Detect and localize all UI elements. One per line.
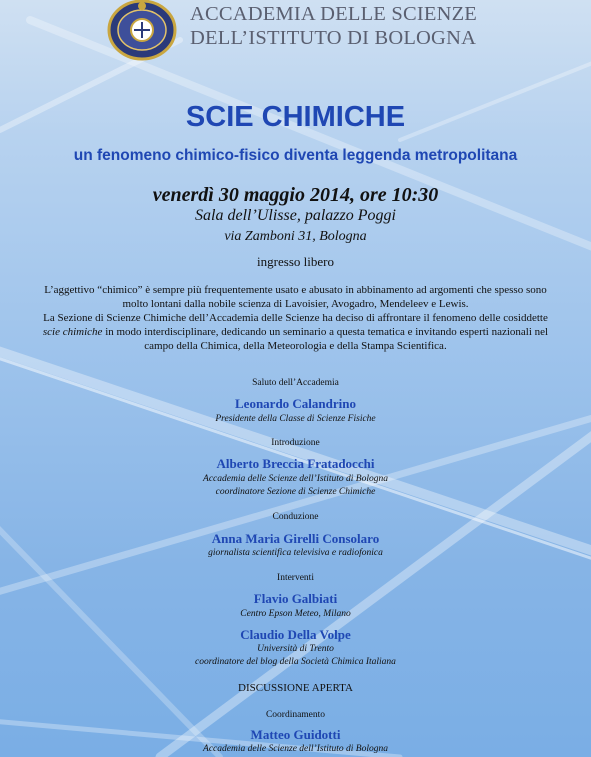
speaker-role: Centro Epson Meteo, Milano <box>240 609 351 619</box>
intro-text <box>38 283 553 353</box>
intro-p2-start: La Sezione di Scienze Chimiche dell’Accademia delle Scienze ha deciso di affrontare il fenomeno delle cosiddette <box>43 312 548 324</box>
academy-name-line2: DELL’ISTITUTO DI BOLOGNA <box>190 27 477 49</box>
academy-seal-icon <box>106 0 178 62</box>
speaker-name: Matteo Guidotti <box>250 727 341 742</box>
intro-paragraph-1: L’aggettivo “chimico” è sempre più frequentemente usato e abusato in abbinamento ad argomenti che spesso sono molto lontani dalla nobile scienza di Lavoisier, Avogadro, Mendeleev e Lewis. <box>44 284 547 310</box>
speaker-role: coordinatore del blog della Società Chimica Italiana <box>195 657 396 667</box>
intro-paragraph-2 <box>38 311 553 353</box>
event-place: Sala dell’Ulisse, palazzo Poggi <box>195 207 396 224</box>
intro-p2-emphasis: scie chimiche <box>42 326 103 338</box>
speaker-role: coordinatore Sezione di Scienze Chimiche <box>215 487 376 497</box>
speaker-name: Anna Maria Girelli Consolaro <box>211 531 380 546</box>
discussion-label: DISCUSSIONE APERTA <box>238 682 353 694</box>
speaker-name: Leonardo Calandrino <box>235 396 356 411</box>
speaker-role: Presidente della Classe di Scienze Fisiche <box>215 414 376 424</box>
speaker-name: Flavio Galbiati <box>253 591 338 606</box>
speaker-name: Claudio Della Volpe <box>240 627 351 642</box>
event-address: via Zamboni 31, Bologna <box>224 229 367 244</box>
speaker-role: giornalista scientifica televisiva e radiofonica <box>208 548 383 558</box>
event-title: SCIE CHIMICHE <box>185 101 406 133</box>
academy-name-line1: ACCADEMIA DELLE SCIENZE <box>190 3 478 25</box>
event-date: venerdì 30 maggio 2014, ore 10:30 <box>152 184 439 206</box>
speaker-role: Accademia delle Scienze dell’Istituto di Bologna <box>203 474 388 484</box>
event-subtitle: un fenomeno chimico-fisico diventa leggenda metropolitana <box>73 147 518 164</box>
label-talks: Interventi <box>277 573 314 583</box>
academy-name <box>190 2 477 50</box>
label-greeting: Saluto dell’Accademia <box>252 378 339 388</box>
label-host: Conduzione <box>272 512 319 522</box>
speaker-role: Accademia delle Scienze dell’Istituto di Bologna <box>203 744 388 754</box>
label-intro: Introduzione <box>271 438 320 448</box>
intro-p2-end: in modo interdisciplinare, dedicando un seminario a questa tematica e invitando esperti nazionali nel campo della Chimica, della Meteorologia e della Stampa Scientifica. <box>102 326 549 352</box>
event-entry: ingresso libero <box>257 254 334 269</box>
speaker-name: Alberto Breccia Fratadocchi <box>216 456 375 471</box>
label-coordination: Coordinamento <box>265 710 326 720</box>
speaker-role: Università di Trento <box>257 644 334 654</box>
